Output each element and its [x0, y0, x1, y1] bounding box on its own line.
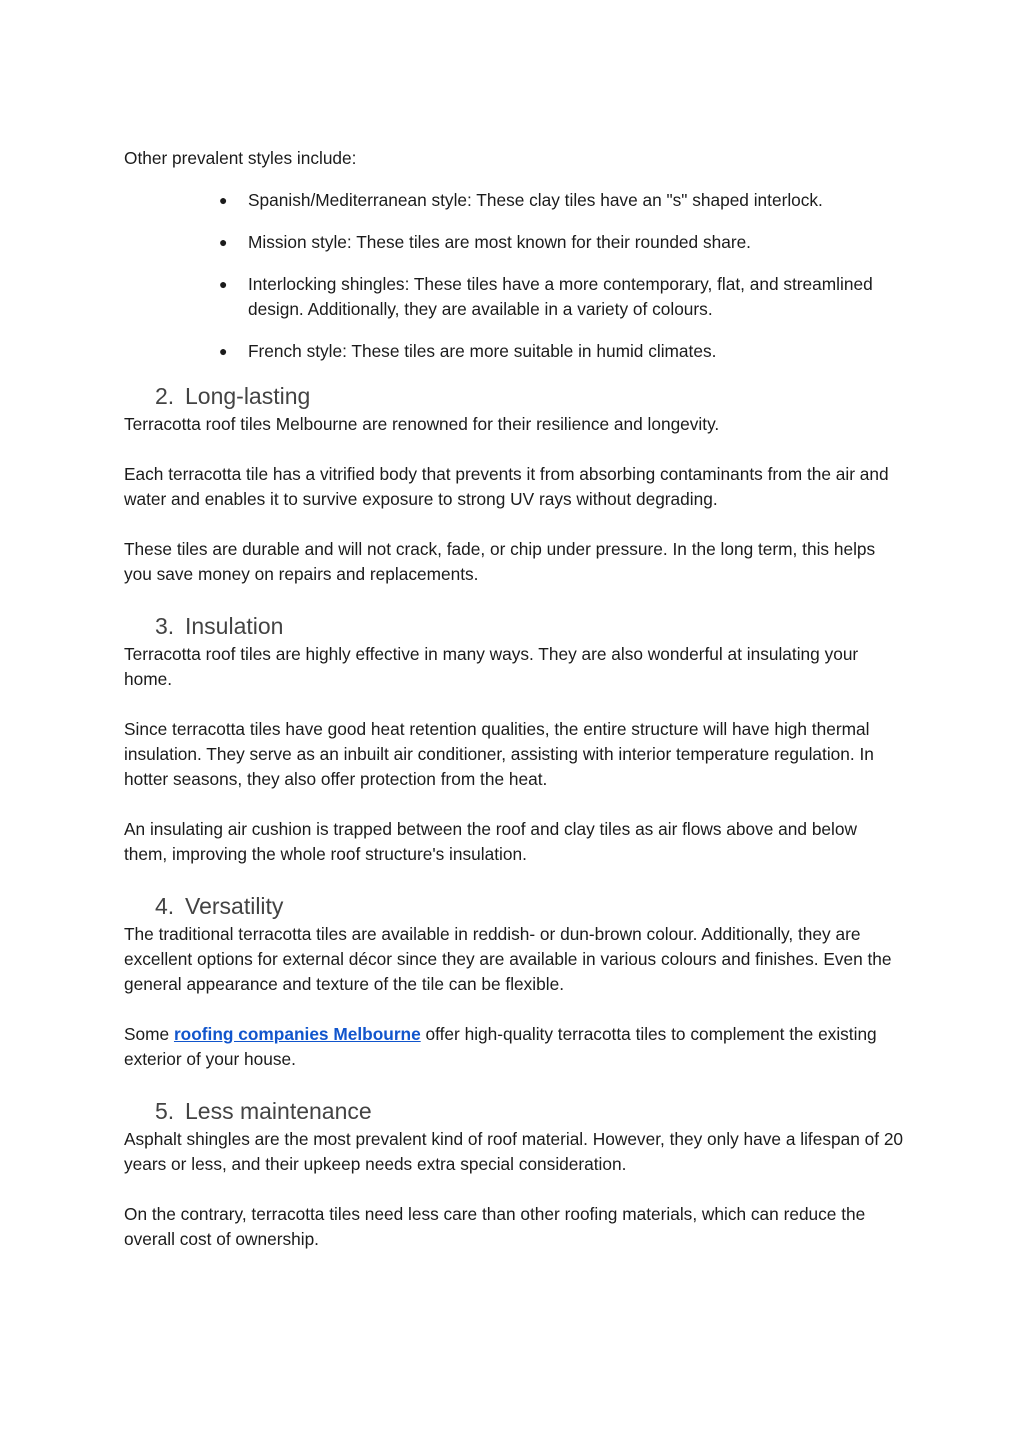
- list-item-text: Mission style: These tiles are most known for their rounded share.: [248, 232, 751, 252]
- paragraph: Terracotta roof tiles Melbourne are renowned for their resilience and longevity.: [124, 414, 720, 434]
- section-heading-long-lasting: [124, 380, 904, 412]
- section-heading-versatility: [124, 890, 904, 922]
- paragraph: These tiles are durable and will not crack, fade, or chip under pressure. In the long term, this helps you save money on repairs and replacements.: [124, 539, 876, 584]
- paragraph: Terracotta roof tiles are highly effective in many ways. They are also wonderful at insulating your home.: [124, 644, 859, 689]
- list-item-text: Interlocking shingles: These tiles have a more contemporary, flat, and streamlined design. Additionally, they are available in a variety of colours.: [248, 274, 873, 319]
- paragraph: An insulating air cushion is trapped between the roof and clay tiles as air flows above and below them, improving the whole roof structure's insulation.: [124, 819, 857, 864]
- bullet-icon: ●: [219, 276, 228, 292]
- bullet-icon: ●: [219, 234, 228, 250]
- styles-list: [124, 188, 904, 364]
- section-title: Long-lasting: [185, 383, 311, 409]
- section-number: 3.: [155, 613, 175, 639]
- paragraph: Asphalt shingles are the most prevalent kind of roof material. However, they only have a lifespan of 20 years or less, and their upkeep needs extra special consideration.: [124, 1129, 904, 1174]
- paragraph-text: Some: [124, 1024, 174, 1044]
- document-page: [124, 146, 904, 1252]
- paragraph: Each terracotta tile has a vitrified body that prevents it from absorbing contaminants from the air and water and enables it to survive exposure to strong UV rays without degrading.: [124, 464, 889, 509]
- paragraph: On the contrary, terracotta tiles need less care than other roofing materials, which can reduce the overall cost of ownership.: [124, 1204, 866, 1249]
- list-item-text: French style: These tiles are more suitable in humid climates.: [248, 341, 717, 361]
- list-item: [219, 230, 904, 255]
- section-number: 4.: [155, 893, 175, 919]
- paragraph-with-link: [124, 1022, 904, 1072]
- paragraph: Since terracotta tiles have good heat retention qualities, the entire structure will have high thermal insulation. They serve as an inbuilt air conditioner, assisting with interior temperature regulation. In hotter seasons, they also offer protection from the heat.: [124, 719, 874, 789]
- bullet-icon: ●: [219, 192, 228, 208]
- section-title: Less maintenance: [185, 1098, 372, 1124]
- section-title: Versatility: [185, 893, 284, 919]
- section-number: 2.: [155, 383, 175, 409]
- section-heading-less-maintenance: [124, 1095, 904, 1127]
- list-item: [219, 339, 904, 364]
- intro-text: Other prevalent styles include:: [124, 148, 357, 168]
- section-heading-insulation: [124, 610, 904, 642]
- paragraph: The traditional terracotta tiles are available in reddish- or dun-brown colour. Additionally, they are excellent options for external décor since they are available in various colours and finishes. Even the general appearance and texture of the tile can be flexible.: [124, 924, 892, 994]
- section-number: 5.: [155, 1098, 175, 1124]
- paragraph-text: offer high-quality terracotta tiles to complement the existing exterior of your house.: [124, 1024, 877, 1069]
- list-item: [219, 188, 904, 213]
- section-title: Insulation: [185, 613, 284, 639]
- list-item: [219, 272, 904, 322]
- roofing-companies-link[interactable]: roofing companies Melbourne: [173, 1024, 421, 1044]
- list-item-text: Spanish/Mediterranean style: These clay tiles have an "s" shaped interlock.: [248, 190, 823, 210]
- bullet-icon: ●: [219, 343, 228, 359]
